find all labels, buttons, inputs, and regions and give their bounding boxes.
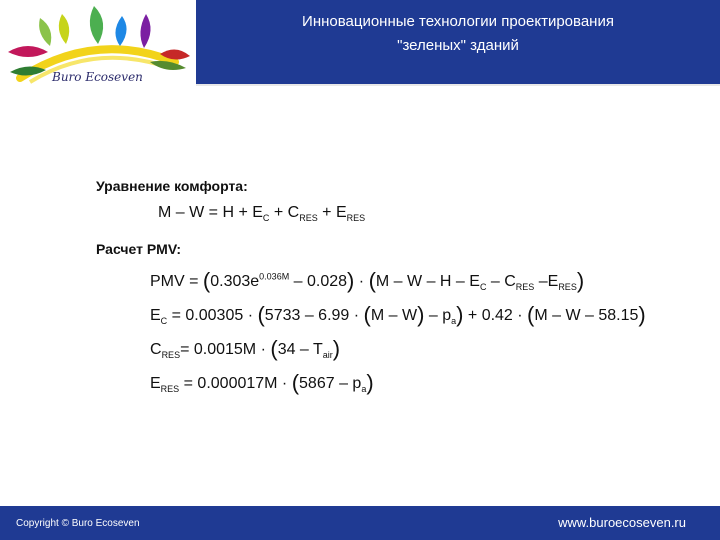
paren-open: ( bbox=[202, 268, 211, 293]
eq-term: M – W = H + E bbox=[158, 204, 263, 221]
eq-subscript: RES bbox=[299, 213, 318, 224]
eq-subscript: C bbox=[479, 282, 487, 293]
footer-website-link[interactable]: www.buroecoseven.ru bbox=[558, 515, 686, 530]
eq-term: 5733 – 6.99 · bbox=[264, 307, 364, 324]
eq-term: 0.303e bbox=[210, 273, 260, 290]
eq-superscript: 0.036M bbox=[259, 271, 290, 282]
eq-term: – 0.028 bbox=[289, 273, 348, 290]
eq-term: C bbox=[150, 341, 162, 358]
eq-term: E bbox=[150, 307, 161, 324]
paren-close: ) bbox=[638, 302, 646, 327]
paren-close: ) bbox=[417, 302, 425, 327]
paren-open: ( bbox=[527, 302, 535, 327]
eq-term: + E bbox=[317, 204, 347, 221]
eq-term: · bbox=[354, 273, 369, 290]
eq-term: = 0.0015M · bbox=[180, 341, 271, 358]
cres-equation bbox=[150, 336, 340, 362]
paren-close: ) bbox=[576, 268, 585, 293]
ec-equation bbox=[150, 302, 646, 328]
eq-term: 5867 – p bbox=[299, 375, 362, 392]
eq-subscript: RES bbox=[346, 213, 366, 224]
paren-close: ) bbox=[332, 336, 341, 361]
header-title-line1: Инновационные технологии проектирования bbox=[302, 13, 614, 30]
eq-subscript: RES bbox=[161, 350, 181, 361]
paren-open: ( bbox=[363, 302, 371, 327]
eq-term: –E bbox=[534, 273, 559, 290]
header-divider bbox=[196, 84, 720, 86]
eq-subscript: a bbox=[361, 384, 367, 395]
eres-equation bbox=[150, 370, 374, 396]
paren-open: ( bbox=[270, 336, 278, 361]
eq-subscript: air bbox=[322, 350, 333, 361]
eq-term: M – W bbox=[370, 307, 418, 324]
logo-text: Buro Ecoseven bbox=[52, 70, 143, 84]
eq-term: = 0.000017M · bbox=[179, 375, 292, 392]
paren-close: ) bbox=[347, 268, 355, 293]
eq-term: M – W – 58.15 bbox=[534, 307, 639, 324]
eq-term: PMV = bbox=[150, 273, 203, 290]
header-title-line2: "зеленых" зданий bbox=[397, 37, 519, 54]
paren-close: ) bbox=[456, 302, 464, 327]
eq-term: – p bbox=[424, 307, 452, 324]
header-banner bbox=[196, 0, 720, 84]
heading-comfort-equation: Уравнение комфорта: bbox=[96, 178, 248, 194]
paren-open: ( bbox=[368, 268, 376, 293]
heading-pmv: Расчет PMV: bbox=[96, 241, 182, 257]
paren-open: ( bbox=[291, 370, 300, 395]
eq-term: + 0.42 · bbox=[463, 307, 528, 324]
eq-subscript: a bbox=[451, 316, 457, 327]
paren-close: ) bbox=[366, 370, 374, 395]
eq-term: M – W – H – E bbox=[375, 273, 480, 290]
eq-term: E bbox=[150, 375, 161, 392]
eq-subscript: RES bbox=[558, 282, 577, 293]
footer-bar bbox=[0, 506, 720, 540]
eq-term: 34 – T bbox=[277, 341, 323, 358]
eq-term: + C bbox=[269, 204, 300, 221]
eq-subscript: C bbox=[262, 213, 270, 224]
eq-term: – C bbox=[486, 273, 516, 290]
eq-term: = 0.00305 · bbox=[167, 307, 258, 324]
paren-open: ( bbox=[257, 302, 265, 327]
eq-subscript: RES bbox=[160, 384, 180, 395]
eq-subscript: RES bbox=[515, 282, 535, 293]
footer-copyright: Copyright © Buro Ecoseven bbox=[16, 518, 140, 529]
pmv-equation bbox=[150, 268, 584, 294]
eq-subscript: C bbox=[160, 316, 168, 327]
logo bbox=[0, 0, 196, 88]
comfort-equation bbox=[158, 204, 365, 223]
